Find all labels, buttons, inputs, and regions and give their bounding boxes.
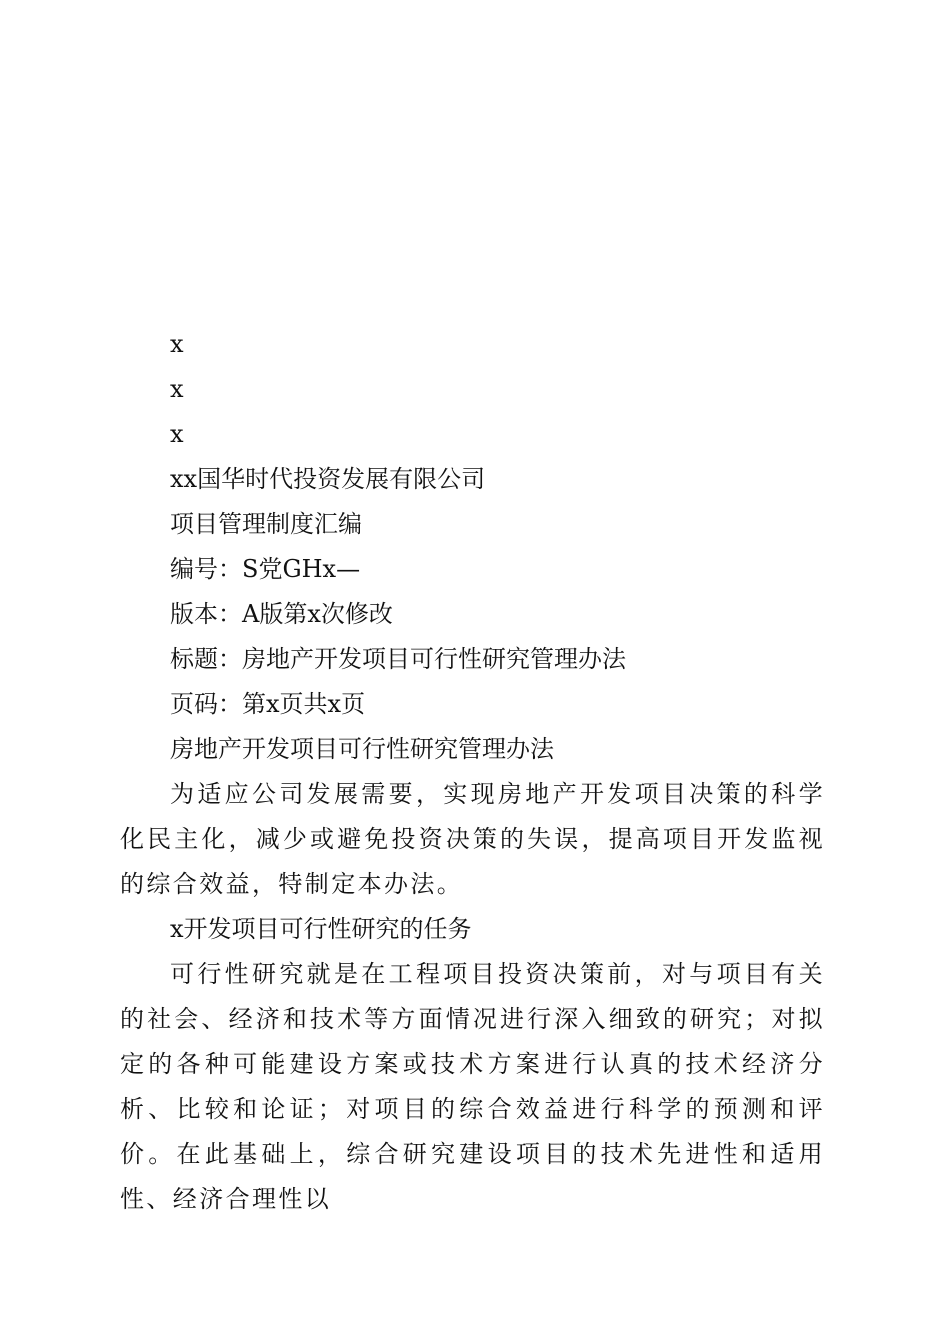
placeholder-line-2: x — [170, 375, 184, 403]
page-number-field: 页码：第x页共x页 — [170, 690, 366, 718]
document-body — [120, 322, 825, 1222]
placeholder-line-3: x — [170, 420, 184, 448]
document-version: 版本：A版第x次修改 — [170, 600, 393, 628]
section-heading: x开发项目可行性研究的任务 — [170, 915, 472, 943]
document-title-field: 标题：房地产开发项目可行性研究管理办法 — [170, 645, 626, 673]
company-name: xx国华时代投资发展有限公司 — [170, 465, 486, 493]
placeholder-line-1: x — [170, 330, 184, 358]
compilation-title: 项目管理制度汇编 — [170, 510, 362, 538]
intro-paragraph: 为适应公司发展需要，实现房地产开发项目决策的科学化民主化，减少或避免投资决策的失误，提高项目开发监视的综合效益，特制定本办法。 — [120, 780, 825, 898]
document-number: 编号：S党GHx— — [170, 555, 361, 583]
section-paragraph: 可行性研究就是在工程项目投资决策前，对与项目有关的社会、经济和技术等方面情况进行深入细致的研究；对拟定的各种可能建设方案或技术方案进行认真的技术经济分析、比较和论证；对项目的综合效益进行科学的预测和评价。在此基础上，综合研究建设项目的技术先进性和适用性、经济合理性以 — [120, 960, 825, 1213]
document-heading: 房地产开发项目可行性研究管理办法 — [170, 735, 554, 763]
